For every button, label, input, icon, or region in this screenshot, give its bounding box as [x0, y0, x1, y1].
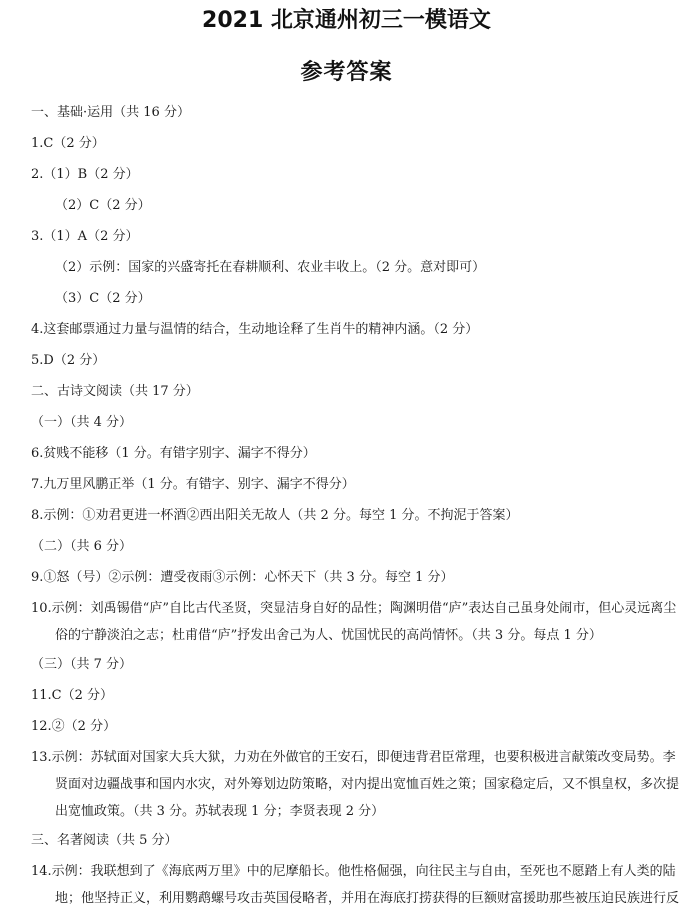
subsection-heading: （一）（共 4 分） — [31, 415, 133, 430]
answer-line: 2.（1）B（2 分） — [31, 167, 139, 182]
answer-line-continued: 贤面对边疆战事和国内水灾，对外筹划边防策略，对内提出宽恤百姓之策；国家稳定后，又不惧皇权，多次提 — [55, 777, 680, 792]
answer-line: 14.示例：我联想到了《海底两万里》中的尼摩船长。他性格倔强，向往民主与自由，至死也不愿踏上有人类的陆 — [31, 864, 676, 879]
answer-line: 7.九万里风鹏正举（1 分。有错字、别字、漏字不得分） — [31, 477, 355, 492]
section-heading: 一、基础·运用（共 16 分） — [31, 105, 190, 120]
answer-line: 3.（1）A（2 分） — [31, 229, 139, 244]
answer-line: 5.D（2 分） — [31, 353, 106, 368]
answer-line: 9.①怒（号）②示例：遭受夜雨③示例：心怀天下（共 3 分。每空 1 分） — [31, 570, 454, 585]
document-title: 2021 北京通州初三一模语文 — [202, 8, 491, 33]
answer-line-continued: 出宽恤政策。（共 3 分。苏轼表现 1 分；李贤表现 2 分） — [55, 804, 385, 819]
answer-line: （3）C（2 分） — [55, 291, 151, 306]
answer-line: 12.②（2 分） — [31, 719, 117, 734]
answer-line-continued: 地；他坚持正义，利用鹦鹉螺号攻击英国侵略者，并用在海底打捞获得的巨额财富援助那些被压迫民族进行反 — [55, 891, 680, 906]
answer-line: （2）C（2 分） — [55, 198, 151, 213]
document-subtitle: 参考答案 — [300, 60, 393, 85]
answer-line: 8.示例：①劝君更进一杯酒②西出阳关无故人（共 2 分。每空 1 分。不拘泥于答案） — [31, 508, 519, 523]
answer-line: 10.示例：刘禹锡借“庐”自比古代圣贤，突显洁身自好的品性；陶渊明借“庐”表达自己虽身处闹市，但心灵远离尘 — [31, 601, 677, 616]
answer-line: 13.示例：苏轼面对国家大兵大狱，力劝在外做官的王安石，即便违背君臣常理，也要积极进言献策改变局势。李 — [31, 750, 676, 765]
answer-line: 4.这套邮票通过力量与温情的结合，生动地诠释了生肖牛的精神内涵。（2 分） — [31, 322, 479, 337]
subsection-heading: （三）（共 7 分） — [31, 657, 133, 672]
section-heading: 三、名著阅读（共 5 分） — [31, 833, 178, 848]
subsection-heading: （二）（共 6 分） — [31, 539, 133, 554]
answer-line: （2）示例：国家的兴盛寄托在春耕顺利、农业丰收上。（2 分。意对即可） — [55, 260, 486, 275]
answer-line: 6.贫贱不能移（1 分。有错字别字、漏字不得分） — [31, 446, 316, 461]
section-heading: 二、古诗文阅读（共 17 分） — [31, 384, 199, 399]
answer-line: 1.C（2 分） — [31, 136, 105, 151]
answer-line: 11.C（2 分） — [31, 688, 114, 703]
answer-line-continued: 俗的宁静淡泊之志；杜甫借“庐”抒发出舍己为人、忧国忧民的高尚情怀。（共 3 分。每点 1 分） — [55, 628, 602, 643]
